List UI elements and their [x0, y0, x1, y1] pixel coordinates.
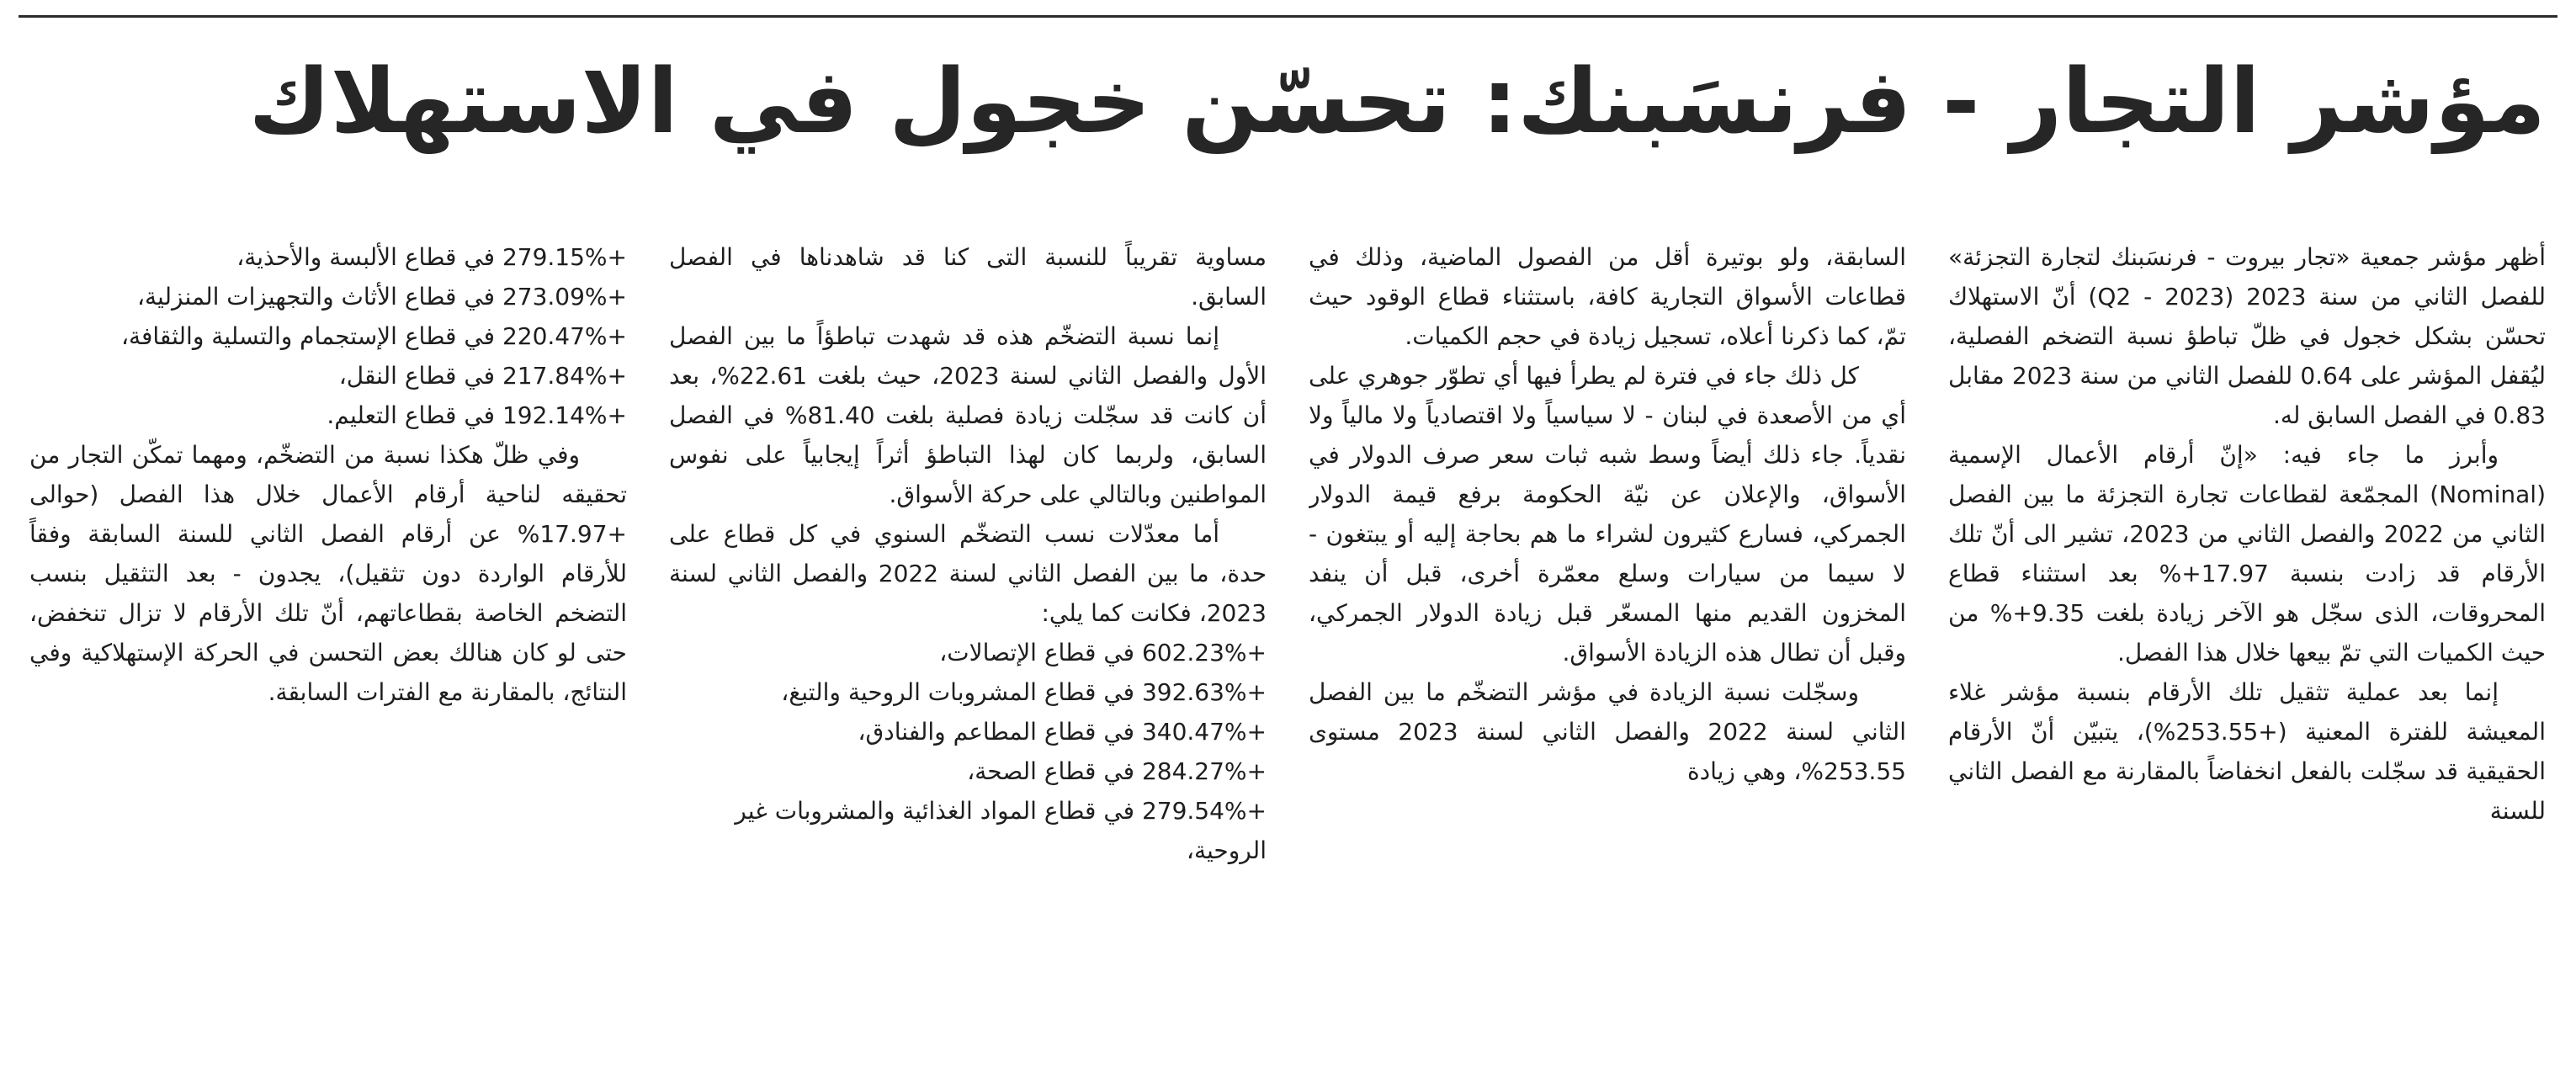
paragraph: إنما بعد عملية تثقيل تلك الأرقام بنسبة مؤشر غلاء المعيشة للفترة المعنية (+253.55%)، يتبيّن أنّ الأرقام الحقيقية قد سجّلت بالفعل انخفاضاً بالمقارنة مع الفصل الثاني للسنة	[1948, 678, 2546, 825]
paragraph: وأبرز ما جاء فيه: «إنّ أرقام الأعمال الإسمية (Nominal) المجمّعة لقطاعات تجارة التجزئة ما بين الفصل الثاني من 2022 والفصل الثاني من 2023، تشير الى أنّ تلك الأرقام قد زادت بنسبة 17.97+% بعد استثناء قطاع المحروقات، الذى سجّل هو الآخر زيادة بلغت 9.35+% من حيث الكميات التي تمّ بيعها خلال هذا الفصل.	[1948, 441, 2546, 666]
column-1	[1948, 237, 2546, 995]
rate-line: +273.09% في قطاع الأثاث والتجهيزات المنزلية،	[136, 283, 627, 311]
article-body	[29, 237, 2546, 995]
rate-line: +340.47% في قطاع المطاعم والفنادق،	[858, 718, 1267, 746]
paragraph: السابقة، ولو بوتيرة أقل من الفصول الماضية، وذلك في قطاعات الأسواق التجارية كافة، باستثناء قطاع الوقود حيث تمّ، كما ذكرنا أعلاه، تسجيل زيادة في حجم الكميات.	[1309, 243, 1906, 350]
rate-line: +602.23% في قطاع الإتصالات،	[939, 639, 1267, 666]
paragraph: أظهر مؤشر جمعية «تجار بيروت - فرنسَبنك لتجارة التجزئة» للفصل الثاني من سنة 2023 (Q2 - 2023) أنّ الاستهلاك تحسّن بشكل خجول في ظلّ تباطؤ نسبة التضخم الفصلية، ليُقفل المؤشر على 0.64 للفصل الثاني من سنة 2023 مقابل 0.83 في الفصل السابق له.	[1948, 243, 2546, 429]
rate-line: +284.27% في قطاع الصحة،	[967, 757, 1267, 785]
rate-line: +217.84% في قطاع النقل،	[338, 362, 627, 390]
paragraph: إنما نسبة التضخّم هذه قد شهدت تباطؤاً ما بين الفصل الأول والفصل الثاني لسنة 2023، حيث بلغت 22.61%، بعد أن كانت قد سجّلت زيادة فصلية بلغت 81.40% في الفصل السابق، ولربما كان لهذا التباطؤ أثراً إيجابياً على نفوس المواطنين وبالتالي على حركة الأسواق.	[669, 322, 1267, 508]
rate-line: +192.14% في قطاع التعليم.	[327, 401, 627, 429]
rate-line: +220.47% في قطاع الإستجمام والتسلية والثقافة،	[120, 322, 627, 350]
article-headline: مؤشر التجار - فرنسَبنك: تحسّن خجول في الاستهلاك	[248, 50, 2546, 153]
top-rule	[19, 15, 2557, 18]
column-4	[29, 237, 627, 995]
column-2	[1309, 237, 1906, 995]
rate-line: +279.15% في قطاع الألبسة والأحذية،	[236, 243, 627, 271]
paragraph: أما معدّلات نسب التضخّم السنوي في كل قطاع على حدة، ما بين الفصل الثاني لسنة 2022 والفصل الثاني لسنة 2023، فكانت كما يلي:	[669, 520, 1267, 627]
column-3	[669, 237, 1267, 995]
rate-line: +279.54% في قطاع المواد الغذائية والمشروبات غير الروحية،	[735, 797, 1267, 864]
paragraph: مساوية تقريباً للنسبة التى كنا قد شاهدناها في الفصل السابق.	[669, 243, 1267, 311]
paragraph: وفي ظلّ هكذا نسبة من التضخّم، ومهما تمكّن التجار من تحقيقه لناحية أرقام الأعمال خلال هذا الفصل (حوالى +17.97% عن أرقام الفصل الثاني للسنة السابقة وفقاً للأرقام الواردة دون تثقيل)، يجدون - بعد التثقيل بنسب التضخم الخاصة بقطاعاتهم، أنّ تلك الأرقام لا تزال تنخفض، حتى لو كان هنالك بعض التحسن في الحركة الإستهلاكية وفي النتائج، بالمقارنة مع الفترات السابقة.	[29, 441, 627, 706]
rate-line: +392.63% في قطاع المشروبات الروحية والتبغ،	[781, 678, 1267, 706]
paragraph: وسجّلت نسبة الزيادة في مؤشر التضخّم ما بين الفصل الثاني لسنة 2022 والفصل الثاني لسنة 2023 مستوى 253.55%، وهي زيادة	[1309, 678, 1906, 785]
paragraph: كل ذلك جاء في فترة لم يطرأ فيها أي تطوّر جوهري على أي من الأصعدة في لبنان - لا سياسياً ولا اقتصادياً ولا مالياً ولا نقدياً. جاء ذلك أيضاً وسط شبه ثبات سعر صرف الدولار في الأسواق، والإعلان عن نيّة الحكومة برفع قيمة الدولار الجمركي، فسارع كثيرون لشراء ما هم بحاجة إليه أو يبتغون - لا سيما من سيارات وسلع معمّرة أخرى، قبل أن ينفد المخزون القديم منها المسعّر قبل زيادة الدولار الجمركي، وقبل أن تطال هذه الزيادة الأسواق.	[1309, 362, 1906, 666]
